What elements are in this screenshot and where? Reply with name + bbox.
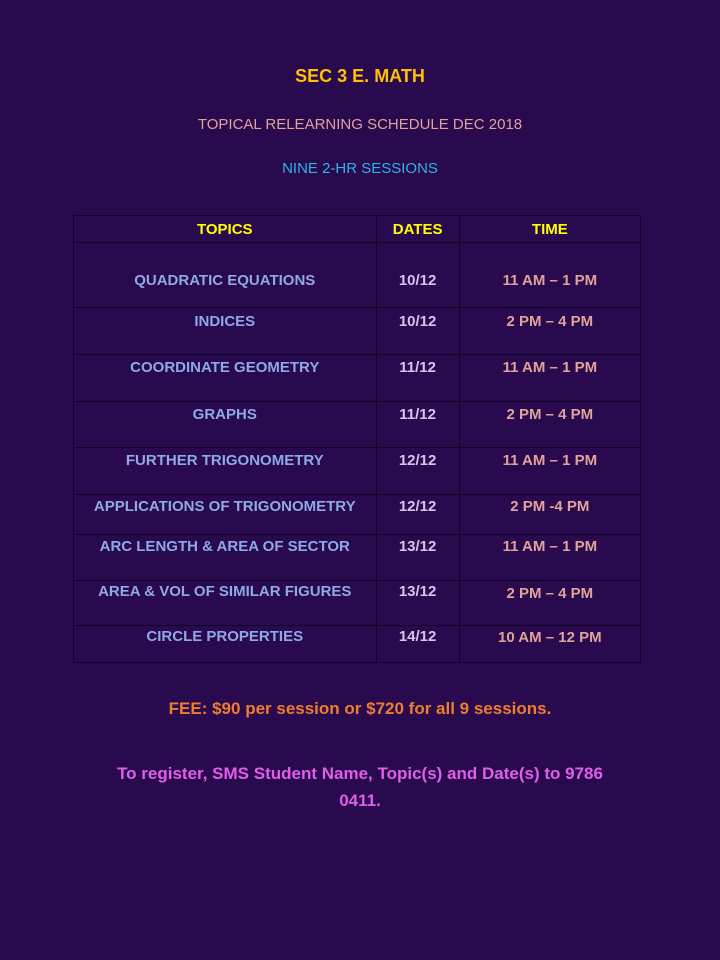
date-cell: 11/12 bbox=[376, 402, 459, 448]
header-time: TIME bbox=[459, 216, 640, 243]
table-header-row bbox=[74, 216, 641, 243]
date-cell: 11/12 bbox=[376, 355, 459, 402]
table-row bbox=[74, 495, 641, 535]
schedule-table bbox=[73, 215, 641, 663]
topic-cell: GRAPHS bbox=[74, 402, 377, 448]
topic-cell: AREA & VOL OF SIMILAR FIGURES bbox=[74, 581, 377, 626]
date-cell: 13/12 bbox=[376, 581, 459, 626]
table-row bbox=[74, 626, 641, 663]
register-text: To register, SMS Student Name, Topic(s) and Date(s) to 9786 0411. bbox=[117, 764, 603, 810]
table-row bbox=[74, 355, 641, 402]
date-cell: 13/12 bbox=[376, 535, 459, 581]
topic-cell: CIRCLE PROPERTIES bbox=[74, 626, 377, 663]
time-cell: 11 AM – 1 PM bbox=[459, 355, 640, 402]
sessions-subtitle: NINE 2-HR SESSIONS bbox=[282, 160, 438, 177]
date-cell: 10/12 bbox=[376, 243, 459, 308]
topic-cell: INDICES bbox=[74, 308, 377, 355]
time-cell: 2 PM -4 PM bbox=[459, 495, 640, 535]
time-cell: 11 AM – 1 PM bbox=[459, 243, 640, 308]
header-dates: DATES bbox=[376, 216, 459, 243]
date-cell: 12/12 bbox=[376, 495, 459, 535]
topic-cell: FURTHER TRIGONOMETRY bbox=[74, 448, 377, 495]
time-cell: 2 PM – 4 PM bbox=[459, 402, 640, 448]
topic-cell: APPLICATIONS OF TRIGONOMETRY bbox=[74, 495, 377, 535]
time-cell: 2 PM – 4 PM bbox=[459, 308, 640, 355]
table-row bbox=[74, 535, 641, 581]
table-row bbox=[74, 402, 641, 448]
topic-cell: ARC LENGTH & AREA OF SECTOR bbox=[74, 535, 377, 581]
table-row bbox=[74, 581, 641, 626]
topic-cell: COORDINATE GEOMETRY bbox=[74, 355, 377, 402]
table-row bbox=[74, 308, 641, 355]
table-row bbox=[74, 448, 641, 495]
schedule-subtitle: TOPICAL RELEARNING SCHEDULE DEC 2018 bbox=[197, 116, 523, 133]
topic-cell: QUADRATIC EQUATIONS bbox=[74, 243, 377, 308]
date-cell: 10/12 bbox=[376, 308, 459, 355]
date-cell: 12/12 bbox=[376, 448, 459, 495]
header-topics: TOPICS bbox=[74, 216, 377, 243]
fee-text: FEE: $90 per session or $720 for all 9 sessions. bbox=[168, 699, 552, 718]
page-title: SEC 3 E. MATH bbox=[295, 66, 425, 86]
time-cell: 11 AM – 1 PM bbox=[459, 535, 640, 581]
date-cell: 14/12 bbox=[376, 626, 459, 663]
time-cell: 2 PM – 4 PM bbox=[459, 581, 640, 626]
time-cell: 10 AM – 12 PM bbox=[459, 626, 640, 663]
table-row bbox=[74, 243, 641, 308]
time-cell: 11 AM – 1 PM bbox=[459, 448, 640, 495]
